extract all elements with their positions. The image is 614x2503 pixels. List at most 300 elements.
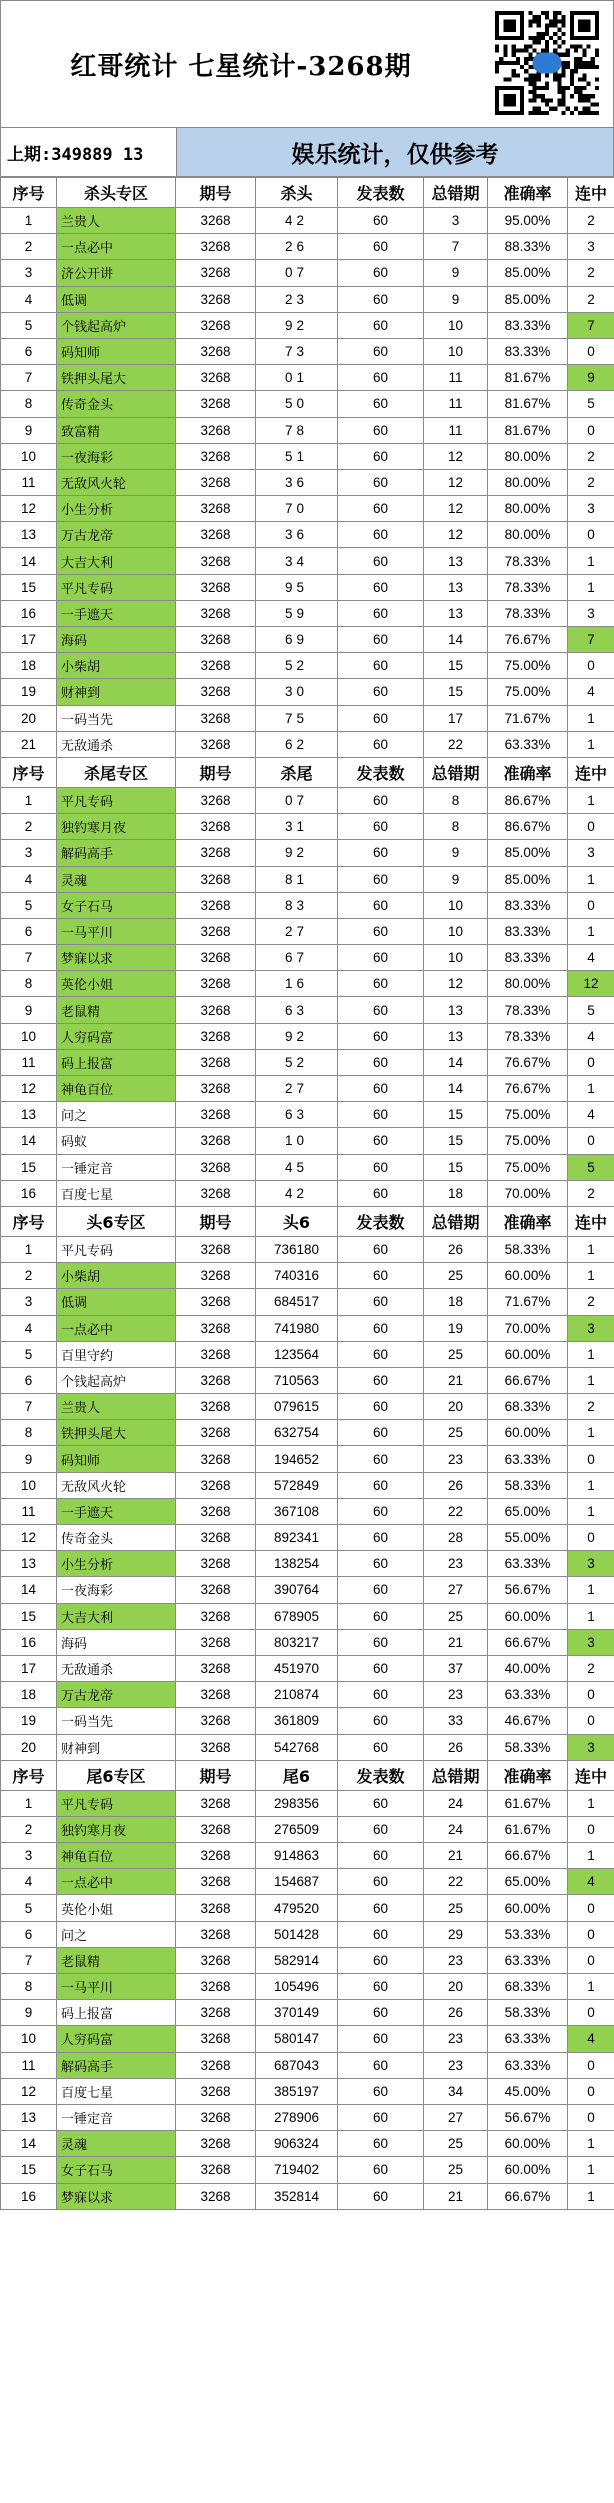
issue-number: 3268 [176, 1128, 256, 1154]
prediction-value: 678905 [256, 1603, 338, 1629]
table-row [1, 2052, 614, 2078]
error-count: 12 [424, 496, 488, 522]
table-row [1, 1102, 614, 1128]
header [0, 0, 614, 127]
prediction-value: 367108 [256, 1498, 338, 1524]
prediction-value: 26 [256, 234, 338, 260]
post-count: 60 [338, 391, 424, 417]
table-row [1, 1843, 614, 1869]
post-count: 60 [338, 2157, 424, 2183]
issue-number: 3268 [176, 260, 256, 286]
error-count: 25 [424, 1603, 488, 1629]
post-count: 60 [338, 1315, 424, 1341]
post-count: 60 [338, 365, 424, 391]
column-header: 总错期 [424, 1760, 488, 1790]
row-number: 10 [1, 2026, 57, 2052]
expert-name: 女子石马 [57, 2157, 176, 2183]
win-streak: 3 [568, 600, 614, 626]
win-streak: 1 [568, 1420, 614, 1446]
post-count: 60 [338, 1289, 424, 1315]
win-streak: 1 [568, 1263, 614, 1289]
expert-name: 平凡专码 [57, 1790, 176, 1816]
win-streak: 1 [568, 1843, 614, 1869]
column-header: 杀头 [256, 178, 338, 208]
table-row [1, 2157, 614, 2183]
accuracy-rate: 56.67% [488, 1577, 568, 1603]
row-number: 10 [1, 1023, 57, 1049]
post-count: 60 [338, 679, 424, 705]
win-streak: 3 [568, 1734, 614, 1760]
post-count: 60 [338, 787, 424, 813]
error-count: 10 [424, 312, 488, 338]
win-streak: 4 [568, 2026, 614, 2052]
win-streak: 0 [568, 653, 614, 679]
post-count: 60 [338, 705, 424, 731]
win-streak: 2 [568, 260, 614, 286]
prediction-value: 01 [256, 365, 338, 391]
post-count: 60 [338, 1603, 424, 1629]
win-streak: 0 [568, 1921, 614, 1947]
error-count: 10 [424, 338, 488, 364]
win-streak: 0 [568, 338, 614, 364]
issue-number: 3268 [176, 1921, 256, 1947]
prediction-value: 23 [256, 286, 338, 312]
accuracy-rate: 75.00% [488, 1128, 568, 1154]
table-row [1, 391, 614, 417]
table-row [1, 653, 614, 679]
accuracy-rate: 53.33% [488, 1921, 568, 1947]
win-streak: 0 [568, 2000, 614, 2026]
stats-table [0, 177, 614, 2210]
win-streak: 3 [568, 840, 614, 866]
post-count: 60 [338, 1843, 424, 1869]
table-row [1, 918, 614, 944]
row-number: 5 [1, 892, 57, 918]
accuracy-rate: 66.67% [488, 2183, 568, 2209]
column-header: 连中 [568, 1206, 614, 1236]
post-count: 60 [338, 338, 424, 364]
issue-number: 3268 [176, 1180, 256, 1206]
row-number: 7 [1, 365, 57, 391]
win-streak: 0 [568, 814, 614, 840]
row-number: 4 [1, 1315, 57, 1341]
table-row [1, 731, 614, 757]
accuracy-rate: 63.33% [488, 2026, 568, 2052]
win-streak: 1 [568, 918, 614, 944]
column-header: 尾6专区 [57, 1760, 176, 1790]
table-row [1, 469, 614, 495]
error-count: 25 [424, 1420, 488, 1446]
expert-name: 百度七星 [57, 1180, 176, 1206]
issue-number: 3268 [176, 2078, 256, 2104]
error-count: 37 [424, 1655, 488, 1681]
prediction-value: 352814 [256, 2183, 338, 2209]
accuracy-rate: 80.00% [488, 496, 568, 522]
error-count: 12 [424, 522, 488, 548]
error-count: 13 [424, 1023, 488, 1049]
win-streak: 1 [568, 2157, 614, 2183]
error-count: 10 [424, 945, 488, 971]
column-header: 总错期 [424, 757, 488, 787]
win-streak: 2 [568, 469, 614, 495]
row-number: 16 [1, 1629, 57, 1655]
row-number: 7 [1, 945, 57, 971]
row-number: 8 [1, 1974, 57, 2000]
win-streak: 3 [568, 1629, 614, 1655]
accuracy-rate: 76.67% [488, 1049, 568, 1075]
accuracy-rate: 63.33% [488, 1446, 568, 1472]
error-count: 14 [424, 1076, 488, 1102]
prediction-value: 194652 [256, 1446, 338, 1472]
row-number: 14 [1, 548, 57, 574]
issue-number: 3268 [176, 417, 256, 443]
error-count: 8 [424, 814, 488, 840]
table-row [1, 600, 614, 626]
error-count: 12 [424, 469, 488, 495]
expert-name: 传奇金头 [57, 1525, 176, 1551]
table-row [1, 234, 614, 260]
accuracy-rate: 58.33% [488, 1472, 568, 1498]
win-streak: 0 [568, 1895, 614, 1921]
row-number: 14 [1, 2131, 57, 2157]
prediction-value: 95 [256, 574, 338, 600]
table-row [1, 705, 614, 731]
column-header: 序号 [1, 1760, 57, 1790]
table-row [1, 1734, 614, 1760]
row-number: 10 [1, 443, 57, 469]
expert-name: 财神到 [57, 1734, 176, 1760]
error-count: 34 [424, 2078, 488, 2104]
post-count: 60 [338, 2183, 424, 2209]
win-streak: 1 [568, 787, 614, 813]
error-count: 15 [424, 679, 488, 705]
issue-number: 3268 [176, 892, 256, 918]
prediction-value: 36 [256, 469, 338, 495]
table-row [1, 1049, 614, 1075]
win-streak: 2 [568, 208, 614, 234]
post-count: 60 [338, 1708, 424, 1734]
error-count: 15 [424, 1102, 488, 1128]
win-streak: 4 [568, 1869, 614, 1895]
row-number: 12 [1, 1525, 57, 1551]
error-count: 12 [424, 443, 488, 469]
issue-number: 3268 [176, 1023, 256, 1049]
error-count: 9 [424, 866, 488, 892]
error-count: 25 [424, 2131, 488, 2157]
expert-name: 兰贵人 [57, 208, 176, 234]
column-header: 总错期 [424, 178, 488, 208]
accuracy-rate: 66.67% [488, 1367, 568, 1393]
table-row [1, 2078, 614, 2104]
post-count: 60 [338, 574, 424, 600]
error-count: 25 [424, 1263, 488, 1289]
table-row [1, 679, 614, 705]
error-count: 11 [424, 417, 488, 443]
win-streak: 1 [568, 1472, 614, 1498]
expert-name: 人穷码富 [57, 1023, 176, 1049]
prediction-value: 52 [256, 653, 338, 679]
error-count: 21 [424, 1843, 488, 1869]
row-number: 11 [1, 469, 57, 495]
error-count: 23 [424, 1551, 488, 1577]
accuracy-rate: 60.00% [488, 1895, 568, 1921]
win-streak: 5 [568, 391, 614, 417]
error-count: 9 [424, 260, 488, 286]
expert-name: 一点必中 [57, 1315, 176, 1341]
post-count: 60 [338, 1341, 424, 1367]
prediction-value: 92 [256, 1023, 338, 1049]
expert-name: 神龟百位 [57, 1843, 176, 1869]
post-count: 60 [338, 260, 424, 286]
row-number: 19 [1, 679, 57, 705]
row-number: 3 [1, 260, 57, 286]
section-header-row [1, 757, 614, 787]
error-count: 14 [424, 627, 488, 653]
table-row [1, 1577, 614, 1603]
error-count: 23 [424, 2026, 488, 2052]
accuracy-rate: 75.00% [488, 653, 568, 679]
accuracy-rate: 58.33% [488, 2000, 568, 2026]
expert-name: 问之 [57, 1102, 176, 1128]
row-number: 6 [1, 338, 57, 364]
error-count: 26 [424, 2000, 488, 2026]
issue-number: 3268 [176, 731, 256, 757]
row-number: 5 [1, 312, 57, 338]
post-count: 60 [338, 600, 424, 626]
row-number: 1 [1, 208, 57, 234]
win-streak: 2 [568, 1289, 614, 1315]
expert-name: 梦寐以求 [57, 2183, 176, 2209]
post-count: 60 [338, 1947, 424, 1973]
table-row [1, 1816, 614, 1842]
win-streak: 7 [568, 312, 614, 338]
table-row [1, 1655, 614, 1681]
issue-number: 3268 [176, 1655, 256, 1681]
error-count: 14 [424, 1049, 488, 1075]
post-count: 60 [338, 522, 424, 548]
error-count: 15 [424, 1128, 488, 1154]
issue-number: 3268 [176, 496, 256, 522]
table-row [1, 443, 614, 469]
expert-name: 大吉大利 [57, 548, 176, 574]
accuracy-rate: 83.33% [488, 945, 568, 971]
prediction-value: 892341 [256, 1525, 338, 1551]
win-streak: 1 [568, 1367, 614, 1393]
win-streak: 0 [568, 417, 614, 443]
expert-name: 一码当先 [57, 1708, 176, 1734]
issue-number: 3268 [176, 1367, 256, 1393]
prediction-value: 276509 [256, 1816, 338, 1842]
column-header: 发表数 [338, 757, 424, 787]
row-number: 9 [1, 997, 57, 1023]
error-count: 23 [424, 1682, 488, 1708]
issue-number: 3268 [176, 840, 256, 866]
issue-number: 3268 [176, 365, 256, 391]
post-count: 60 [338, 2131, 424, 2157]
win-streak: 1 [568, 2131, 614, 2157]
column-header: 发表数 [338, 178, 424, 208]
table-row [1, 2000, 614, 2026]
prediction-value: 67 [256, 945, 338, 971]
issue-number: 3268 [176, 1551, 256, 1577]
issue-number: 3268 [176, 866, 256, 892]
error-count: 15 [424, 1154, 488, 1180]
prediction-value: 154687 [256, 1869, 338, 1895]
win-streak: 3 [568, 1551, 614, 1577]
expert-name: 码上报富 [57, 1049, 176, 1075]
win-streak: 3 [568, 496, 614, 522]
accuracy-rate: 75.00% [488, 679, 568, 705]
expert-name: 一点必中 [57, 1869, 176, 1895]
post-count: 60 [338, 2026, 424, 2052]
error-count: 29 [424, 1921, 488, 1947]
win-streak: 4 [568, 1023, 614, 1049]
issue-number: 3268 [176, 945, 256, 971]
post-count: 60 [338, 1128, 424, 1154]
column-header: 连中 [568, 757, 614, 787]
prediction-value: 07 [256, 787, 338, 813]
post-count: 60 [338, 1367, 424, 1393]
issue-number: 3268 [176, 2104, 256, 2130]
accuracy-rate: 80.00% [488, 971, 568, 997]
post-count: 60 [338, 1790, 424, 1816]
issue-number: 3268 [176, 1816, 256, 1842]
expert-name: 一手遮天 [57, 1498, 176, 1524]
accuracy-rate: 63.33% [488, 1551, 568, 1577]
prediction-value: 390764 [256, 1577, 338, 1603]
accuracy-rate: 60.00% [488, 1603, 568, 1629]
prediction-value: 27 [256, 918, 338, 944]
row-number: 7 [1, 1394, 57, 1420]
post-count: 60 [338, 443, 424, 469]
expert-name: 一码当先 [57, 705, 176, 731]
accuracy-rate: 58.33% [488, 1734, 568, 1760]
row-number: 1 [1, 787, 57, 813]
row-number: 6 [1, 918, 57, 944]
prediction-value: 75 [256, 705, 338, 731]
win-streak: 1 [568, 1498, 614, 1524]
issue-number: 3268 [176, 2157, 256, 2183]
row-number: 18 [1, 653, 57, 679]
prediction-value: 684517 [256, 1289, 338, 1315]
post-count: 60 [338, 653, 424, 679]
error-count: 28 [424, 1525, 488, 1551]
row-number: 12 [1, 496, 57, 522]
error-count: 17 [424, 705, 488, 731]
row-number: 17 [1, 627, 57, 653]
accuracy-rate: 75.00% [488, 1154, 568, 1180]
page-title: 红哥统计 七星统计-3268期 [70, 52, 412, 82]
accuracy-rate: 71.67% [488, 705, 568, 731]
prediction-value: 210874 [256, 1682, 338, 1708]
qr-code-icon [495, 11, 599, 115]
win-streak: 0 [568, 1128, 614, 1154]
post-count: 60 [338, 1551, 424, 1577]
table-row [1, 1603, 614, 1629]
prediction-value: 479520 [256, 1895, 338, 1921]
accuracy-rate: 78.33% [488, 548, 568, 574]
expert-name: 低调 [57, 1289, 176, 1315]
table-row [1, 1708, 614, 1734]
expert-name: 海码 [57, 627, 176, 653]
win-streak: 5 [568, 997, 614, 1023]
column-header: 序号 [1, 757, 57, 787]
table-row [1, 496, 614, 522]
post-count: 60 [338, 1420, 424, 1446]
table-row [1, 1498, 614, 1524]
win-streak: 4 [568, 679, 614, 705]
accuracy-rate: 61.67% [488, 1790, 568, 1816]
accuracy-rate: 63.33% [488, 731, 568, 757]
expert-name: 百里守约 [57, 1341, 176, 1367]
table-row [1, 2026, 614, 2052]
expert-name: 平凡专码 [57, 1236, 176, 1262]
row-number: 11 [1, 2052, 57, 2078]
issue-number: 3268 [176, 1420, 256, 1446]
expert-name: 百度七星 [57, 2078, 176, 2104]
table-row [1, 1128, 614, 1154]
row-number: 2 [1, 1263, 57, 1289]
expert-name: 一马平川 [57, 1974, 176, 2000]
accuracy-rate: 46.67% [488, 1708, 568, 1734]
accuracy-rate: 85.00% [488, 840, 568, 866]
expert-name: 无敌风火轮 [57, 469, 176, 495]
prediction-value: 906324 [256, 2131, 338, 2157]
post-count: 60 [338, 1263, 424, 1289]
expert-name: 济公开讲 [57, 260, 176, 286]
accuracy-rate: 83.33% [488, 338, 568, 364]
expert-name: 兰贵人 [57, 1394, 176, 1420]
row-number: 13 [1, 1551, 57, 1577]
post-count: 60 [338, 1816, 424, 1842]
issue-number: 3268 [176, 653, 256, 679]
issue-number: 3268 [176, 338, 256, 364]
post-count: 60 [338, 286, 424, 312]
error-count: 15 [424, 653, 488, 679]
error-count: 13 [424, 600, 488, 626]
expert-name: 解码高手 [57, 2052, 176, 2078]
row-number: 14 [1, 1577, 57, 1603]
prediction-value: 123564 [256, 1341, 338, 1367]
prediction-value: 687043 [256, 2052, 338, 2078]
issue-number: 3268 [176, 1577, 256, 1603]
win-streak: 1 [568, 705, 614, 731]
error-count: 20 [424, 1974, 488, 2000]
column-header: 尾6 [256, 1760, 338, 1790]
table-row [1, 522, 614, 548]
row-number: 15 [1, 1603, 57, 1629]
win-streak: 2 [568, 443, 614, 469]
column-header: 准确率 [488, 1206, 568, 1236]
expert-name: 码上报富 [57, 2000, 176, 2026]
expert-name: 致富精 [57, 417, 176, 443]
row-number: 3 [1, 1843, 57, 1869]
row-number: 9 [1, 2000, 57, 2026]
row-number: 5 [1, 1895, 57, 1921]
prediction-value: 580147 [256, 2026, 338, 2052]
table-row [1, 1394, 614, 1420]
issue-number: 3268 [176, 600, 256, 626]
accuracy-rate: 60.00% [488, 2131, 568, 2157]
prediction-value: 10 [256, 1128, 338, 1154]
table-row [1, 2131, 614, 2157]
error-count: 3 [424, 208, 488, 234]
issue-number: 3268 [176, 997, 256, 1023]
issue-number: 3268 [176, 1974, 256, 2000]
accuracy-rate: 80.00% [488, 522, 568, 548]
post-count: 60 [338, 1394, 424, 1420]
column-header: 准确率 [488, 178, 568, 208]
